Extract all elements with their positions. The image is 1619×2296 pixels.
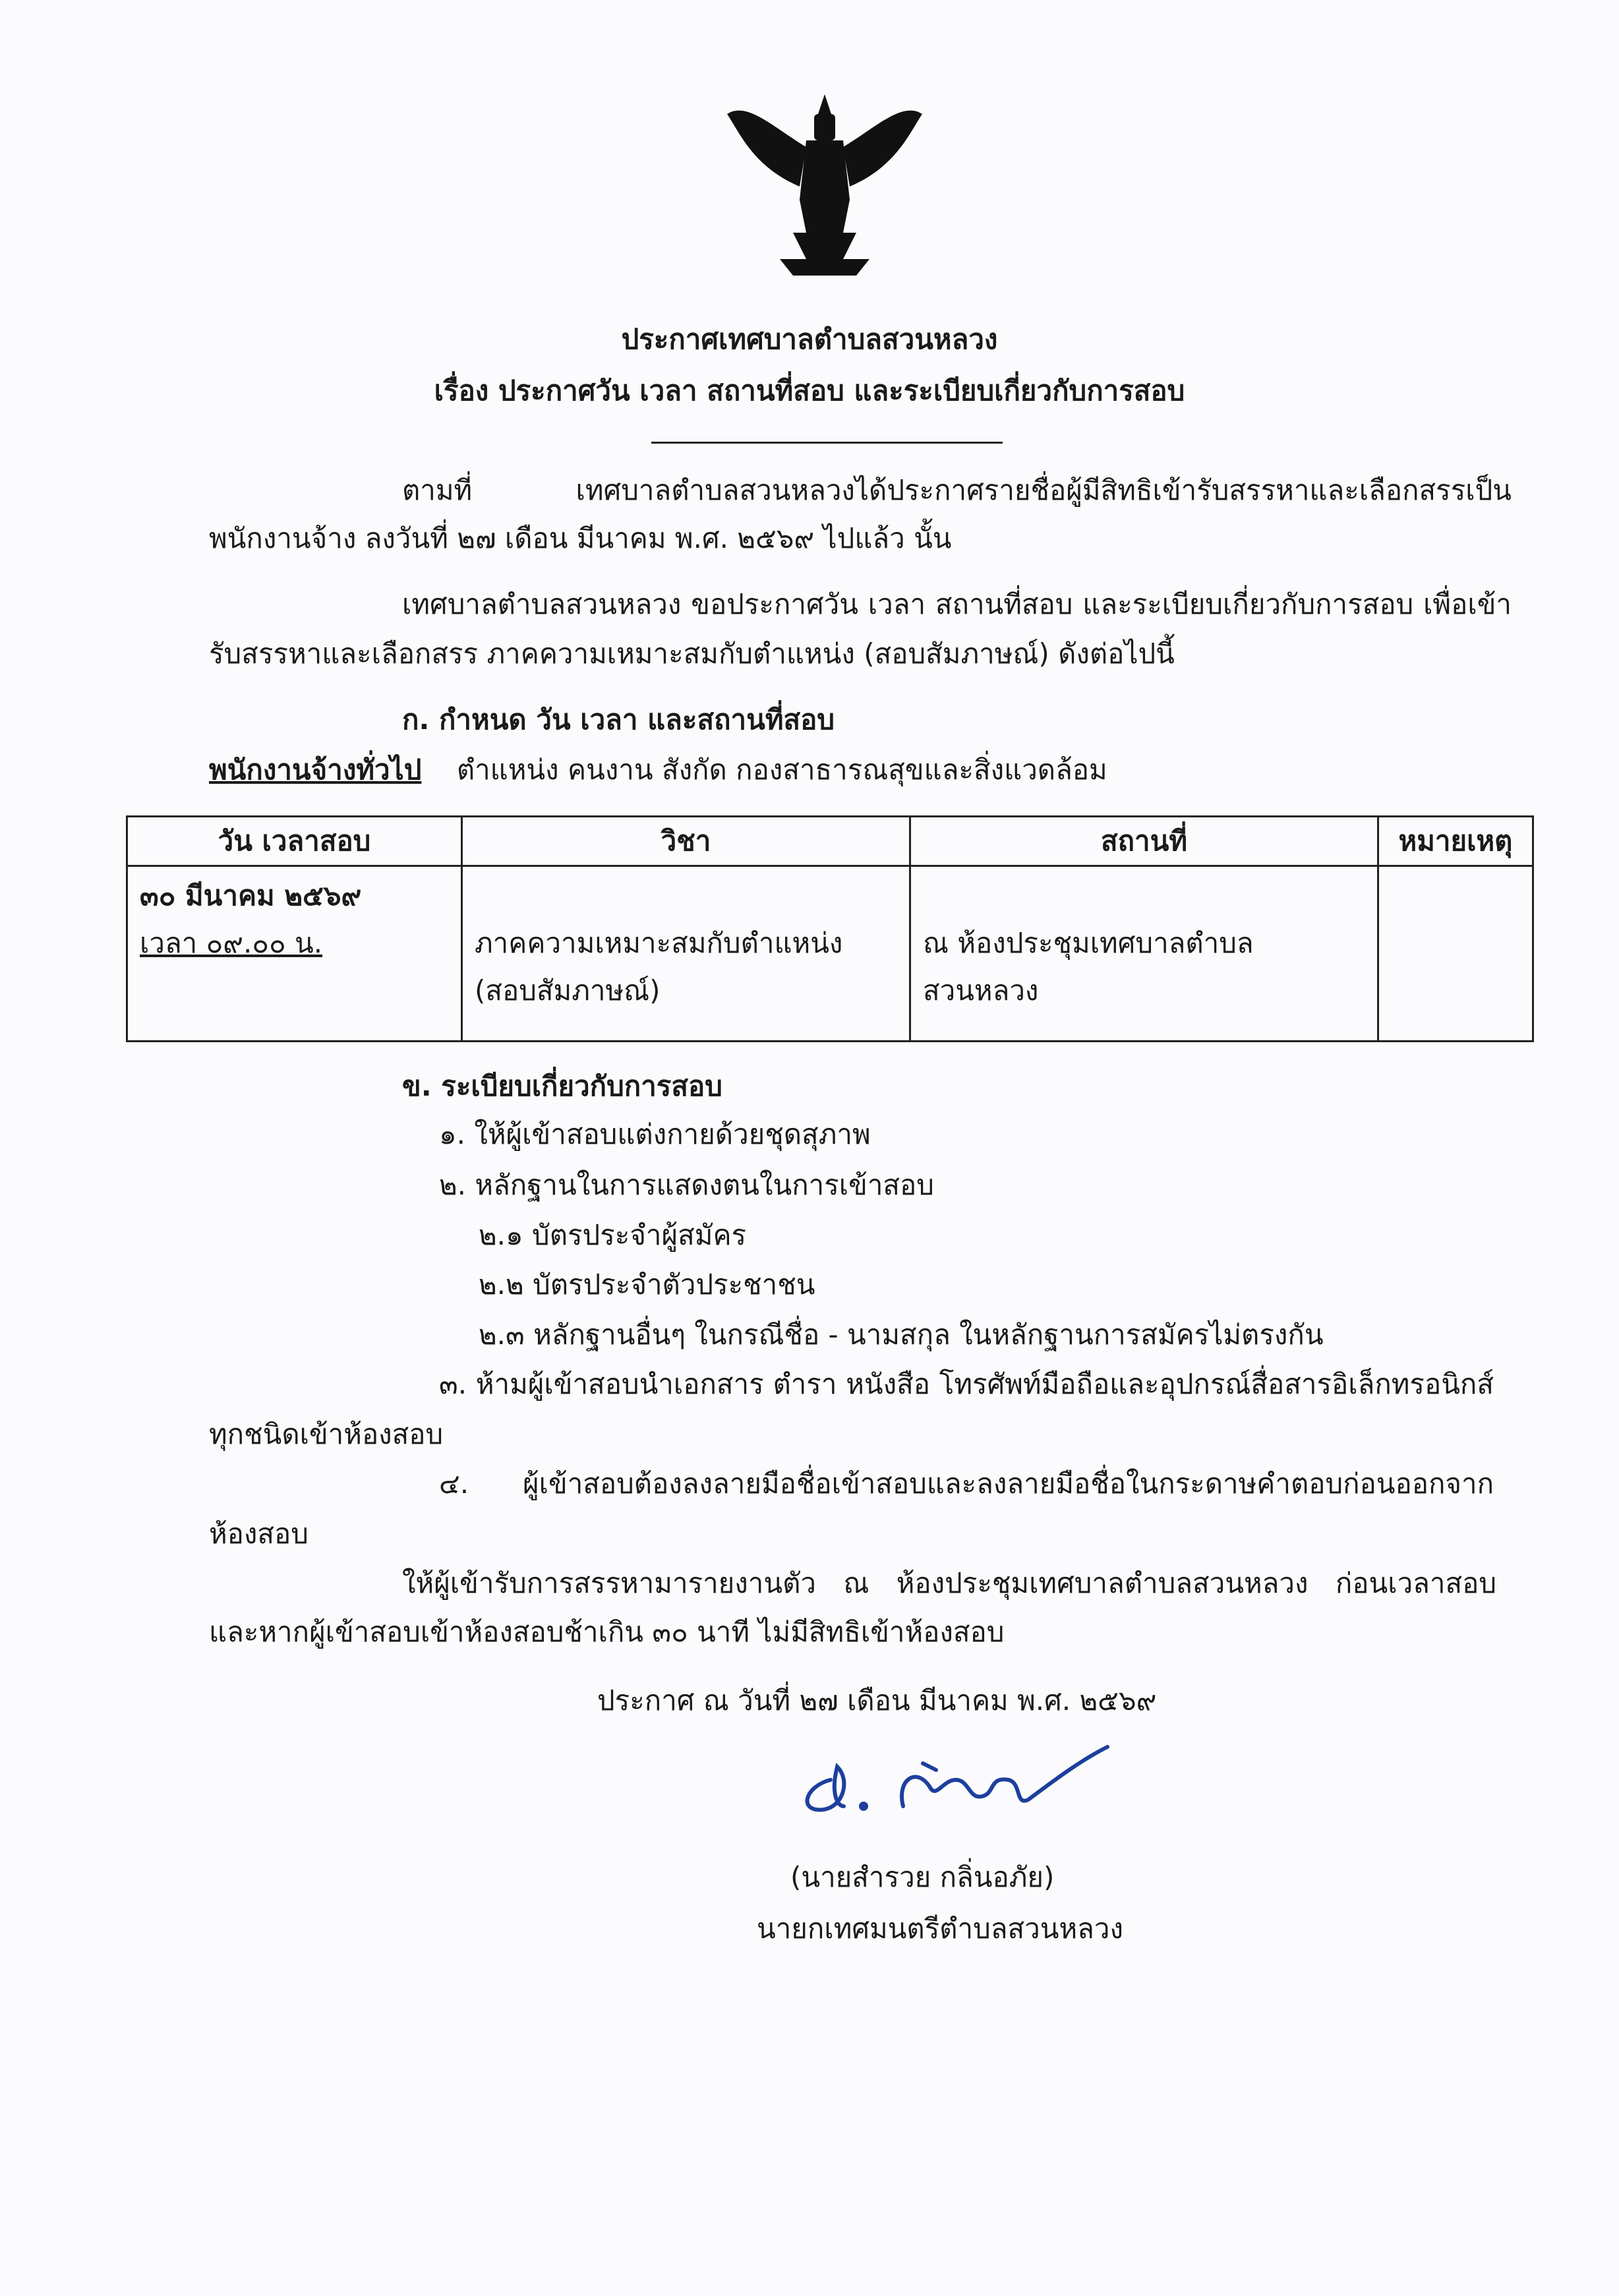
exam-date: ๓๐ มีนาคม ๒๕๖๙: [140, 879, 362, 912]
section-a-heading: ก. กำหนด วัน เวลา และสถานที่สอบ: [402, 703, 835, 736]
document-title: ประกาศเทศบาลตำบลสวนหลวง: [621, 323, 998, 355]
position-detail: ตำแหน่ง คนงาน สังกัด กองสาธารณสุขและสิ่งแวดล้อม: [456, 753, 1107, 786]
section-b-heading: ข. ระเบียบเกี่ยวกับการสอบ: [402, 1070, 722, 1102]
rule-item-2-3: ๒.๓ หลักฐานอื่นๆ ในกรณีชื่อ - นามสกุล ในหลักฐานการสมัครไม่ตรงกัน: [479, 1318, 1324, 1351]
exam-time: เวลา ๐๙.๐๐ น.: [140, 927, 323, 959]
exam-subject-line1: ภาคความเหมาะสมกับตำแหน่ง: [475, 927, 843, 959]
header-date: วัน เวลาสอบ: [127, 817, 462, 866]
rule-item-1: ๑. ให้ผู้เข้าสอบแต่งกายด้วยชุดสุภาพ: [439, 1118, 871, 1150]
header-place: สถานที่: [910, 817, 1378, 866]
para2-line2: รับสรรหาและเลือกสรร ภาคความเหมาะสมกับตำแหน่ง (สอบสัมภาษณ์) ดังต่อไปนี้: [209, 637, 1175, 670]
para1-line2: พนักงานจ้าง ลงวันที่ ๒๗ เดือน มีนาคม พ.ศ. ๒๕๖๙ ไปแล้ว นั้น: [209, 522, 952, 554]
rule-item-3-line2: ทุกชนิดเข้าห้องสอบ: [209, 1418, 444, 1450]
signer-name: (นายสำรวย กลิ่นอภัย): [790, 1861, 1055, 1893]
rule-item-4-line2: ห้องสอบ: [209, 1517, 309, 1550]
para1-line1: ตามที่ เทศบาลตำบลสวนหลวงได้ประกาศรายชื่อผู้มีสิทธิเข้ารับสรรหาและเลือกสรรเป็น: [402, 474, 1512, 506]
signer-title: นายกเทศมนตรีตำบลสวนหลวง: [757, 1912, 1123, 1945]
exam-subject-line2: (สอบสัมภาษณ์): [475, 974, 661, 1007]
rule-item-4-line1: ๔. ผู้เข้าสอบต้องลงลายมือชื่อเข้าสอบและลงลายมือชื่อในกระดาษคำตอบก่อนออกจาก: [439, 1467, 1494, 1500]
signature: [791, 1740, 1121, 1819]
header-subject: วิชา: [462, 817, 910, 866]
closing-line2: และหากผู้เข้าสอบเข้าห้องสอบช้าเกิน ๓๐ นาที ไม่มีสิทธิเข้าห้องสอบ: [209, 1616, 1005, 1648]
rule-item-2-2: ๒.๒ บัตรประจำตัวประชาชน: [479, 1268, 815, 1301]
title-divider: [651, 442, 1003, 444]
header-note: หมายเหตุ: [1378, 817, 1533, 866]
position-type: พนักงานจ้างทั่วไป: [209, 753, 422, 786]
document-subject: เรื่อง ประกาศวัน เวลา สถานที่สอบ และระเบียบเกี่ยวกับการสอบ: [434, 374, 1185, 407]
closing-line1: ให้ผู้เข้ารับการสรรหามารายงานตัว ณ ห้องประชุมเทศบาลตำบลสวนหลวง ก่อนเวลาสอบ: [402, 1567, 1496, 1599]
exam-place: ณ ห้องประชุมเทศบาลตำบลสวนหลวง: [923, 927, 1254, 1007]
announcement-date: ประกาศ ณ วันที่ ๒๗ เดือน มีนาคม พ.ศ. ๒๕๖๙: [597, 1684, 1157, 1717]
table-header-row: [127, 817, 1533, 866]
rule-item-3-line1: ๓. ห้ามผู้เข้าสอบนำเอกสาร ตำรา หนังสือ โทรศัพท์มือถือและอุปกรณ์สื่อสารอิเล็กทรอนิกส์: [439, 1368, 1494, 1400]
rule-item-2-1: ๒.๑ บัตรประจำผู้สมัคร: [479, 1219, 747, 1251]
garuda-emblem: [727, 88, 922, 279]
table-row: [127, 866, 1533, 1042]
exam-schedule-table: [126, 815, 1534, 1042]
para2-line1: เทศบาลตำบลสวนหลวง ขอประกาศวัน เวลา สถานที่สอบ และระเบียบเกี่ยวกับการสอบ เพื่อเข้า: [402, 588, 1512, 620]
rule-item-2: ๒. หลักฐานในการแสดงตนในการเข้าสอบ: [439, 1169, 934, 1201]
position-line: [209, 750, 1107, 790]
